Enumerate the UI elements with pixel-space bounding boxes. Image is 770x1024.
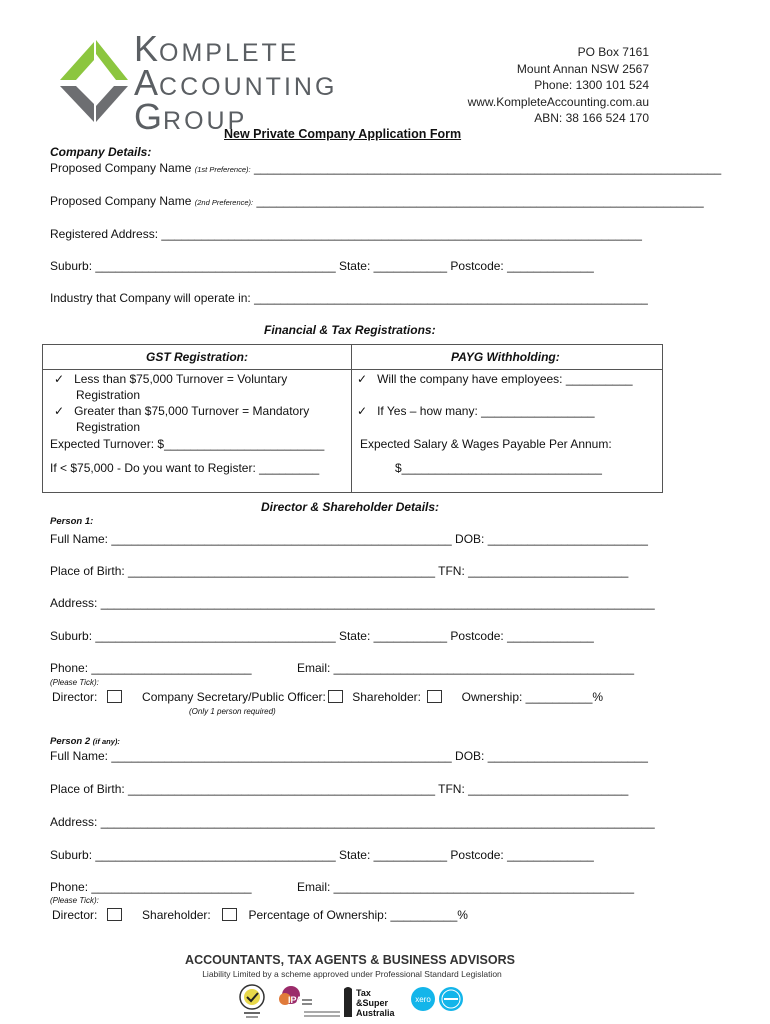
- person1-fullname-field[interactable]: Full Name: ___________________________________________________ DOB: ________________________: [50, 532, 648, 546]
- proposed-name-1-field[interactable]: Proposed Company Name (1st Preference): ______________________________________________________________________: [50, 161, 722, 175]
- person2-suburb-field[interactable]: Suburb: ____________________________________ State: ___________ Postcode: _____________: [50, 848, 594, 862]
- payg-heading: PAYG Withholding:: [451, 350, 560, 364]
- person2-please-tick: (Please Tick):: [50, 896, 99, 905]
- want-register-field[interactable]: If < $75,000 - Do you want to Register: _________: [50, 461, 320, 475]
- person2-heading: Person 2 (if any):: [50, 736, 120, 747]
- person1-director-checkbox[interactable]: [107, 690, 122, 703]
- registered-address-field[interactable]: Registered Address: ________________________________________________________________________: [50, 227, 642, 241]
- person2-address-field[interactable]: Address: ___________________________________________________________________________________: [50, 815, 655, 829]
- person1-secretary-checkbox[interactable]: [328, 690, 343, 703]
- person1-pob-field[interactable]: Place of Birth: ______________________________________________ TFN: ________________________: [50, 564, 629, 578]
- person2-role-row: Director: Shareholder: Percentage of Ownership: __________%: [52, 908, 468, 922]
- person1-ownership-field[interactable]: Ownership: __________%: [461, 690, 604, 704]
- person2-ownership-field[interactable]: Percentage of Ownership: __________%: [248, 908, 468, 922]
- company-suburb-field[interactable]: Suburb: ____________________________________ State: ___________ Postcode: _____________: [50, 259, 594, 273]
- person1-please-tick: (Please Tick):: [50, 678, 99, 687]
- person1-email-field[interactable]: Email: _____________________________________________: [297, 661, 634, 675]
- payg-employees-field[interactable]: ✓ Will the company have employees: __________: [357, 372, 633, 386]
- directors-heading: Director & Shareholder Details:: [261, 500, 440, 514]
- checkmark-icon: ✓: [54, 372, 65, 386]
- person1-address-field[interactable]: Address: ___________________________________________________________________________________: [50, 596, 655, 610]
- address-po-box: PO Box 7161: [577, 45, 649, 59]
- company-logo-mark: [54, 36, 130, 126]
- address-phone: Phone: 1300 101 524: [534, 78, 649, 93]
- person2-phone-field[interactable]: Phone: ________________________: [50, 880, 252, 894]
- gst-option-voluntary-cont: Registration: [76, 388, 141, 402]
- partner-badge-icon: [439, 987, 463, 1011]
- svg-text:Australia: Australia: [356, 1008, 395, 1018]
- checkmark-icon: ✓: [54, 404, 65, 418]
- accreditation-logos: [236, 983, 466, 1019]
- payg-how-many-field[interactable]: ✓ If Yes – how many: _________________: [357, 404, 595, 418]
- svg-text:xero: xero: [415, 995, 431, 1004]
- person1-heading: Person 1:: [50, 516, 94, 527]
- gst-option-mandatory-cont: Registration: [76, 420, 141, 434]
- checkmark-icon: ✓: [357, 404, 368, 418]
- expected-turnover-field[interactable]: Expected Turnover: $________________________: [50, 437, 325, 451]
- company-details-heading: Company Details:: [50, 145, 152, 159]
- accreditation-seal-icon: [240, 985, 264, 1018]
- company-address-block: [468, 44, 649, 127]
- expected-salary-field[interactable]: $______________________________: [395, 461, 602, 475]
- person1-role-row: Director: Company Secretary/Public Officer: Shareholder: Ownership: __________%: [52, 690, 604, 704]
- address-abn: ABN: 38 166 524 170: [534, 111, 649, 126]
- gst-heading: GST Registration:: [146, 350, 249, 364]
- person1-suburb-field[interactable]: Suburb: ____________________________________ State: ___________ Postcode: _____________: [50, 629, 594, 643]
- proposed-name-2-field[interactable]: Proposed Company Name (2nd Preference): ___________________________________________________________________: [50, 194, 704, 208]
- xero-logo-icon: [411, 987, 435, 1011]
- industry-field[interactable]: Industry that Company will operate in: ___________________________________________________________: [50, 291, 648, 305]
- address-website: www.KompleteAccounting.com.au: [467, 94, 649, 109]
- address-suburb: Mount Annan NSW 2567: [516, 61, 649, 76]
- expected-salary-label: Expected Salary & Wages Payable Per Annum:: [360, 437, 612, 451]
- svg-text:&Super: &Super: [356, 998, 389, 1008]
- footer-subtitle: Liability Limited by a scheme approved under Professional Standard Legislation: [202, 969, 502, 979]
- checkmark-icon: ✓: [357, 372, 368, 386]
- person2-pob-field[interactable]: Place of Birth: ______________________________________________ TFN: ________________________: [50, 782, 629, 796]
- footer-title: ACCOUNTANTS, TAX AGENTS & BUSINESS ADVISORS: [185, 953, 515, 967]
- gst-option-mandatory[interactable]: ✓ Greater than $75,000 Turnover = Mandatory: [54, 404, 310, 418]
- person2-fullname-field[interactable]: Full Name: ___________________________________________________ DOB: ________________________: [50, 749, 648, 763]
- person1-phone-field[interactable]: Phone: ________________________: [50, 661, 252, 675]
- form-title: New Private Company Application Form: [224, 127, 462, 141]
- ipa-logo-icon: [279, 986, 340, 1017]
- tax-super-australia-logo-icon: [344, 987, 396, 1018]
- svg-text:Tax: Tax: [356, 988, 371, 998]
- svg-text:IPA: IPA: [288, 995, 303, 1005]
- person1-only-one-note: (Only 1 person required): [189, 707, 276, 716]
- person2-email-field[interactable]: Email: _____________________________________________: [297, 880, 634, 894]
- person2-shareholder-checkbox[interactable]: [222, 908, 237, 921]
- person2-director-checkbox[interactable]: [107, 908, 122, 921]
- company-logo-wordmark: KOMPLETE ACCOUNTING GROUP: [134, 28, 338, 137]
- gst-option-voluntary[interactable]: ✓ Less than $75,000 Turnover = Voluntary: [54, 372, 288, 386]
- financial-heading: Financial & Tax Registrations:: [264, 323, 436, 337]
- person1-shareholder-checkbox[interactable]: [427, 690, 442, 703]
